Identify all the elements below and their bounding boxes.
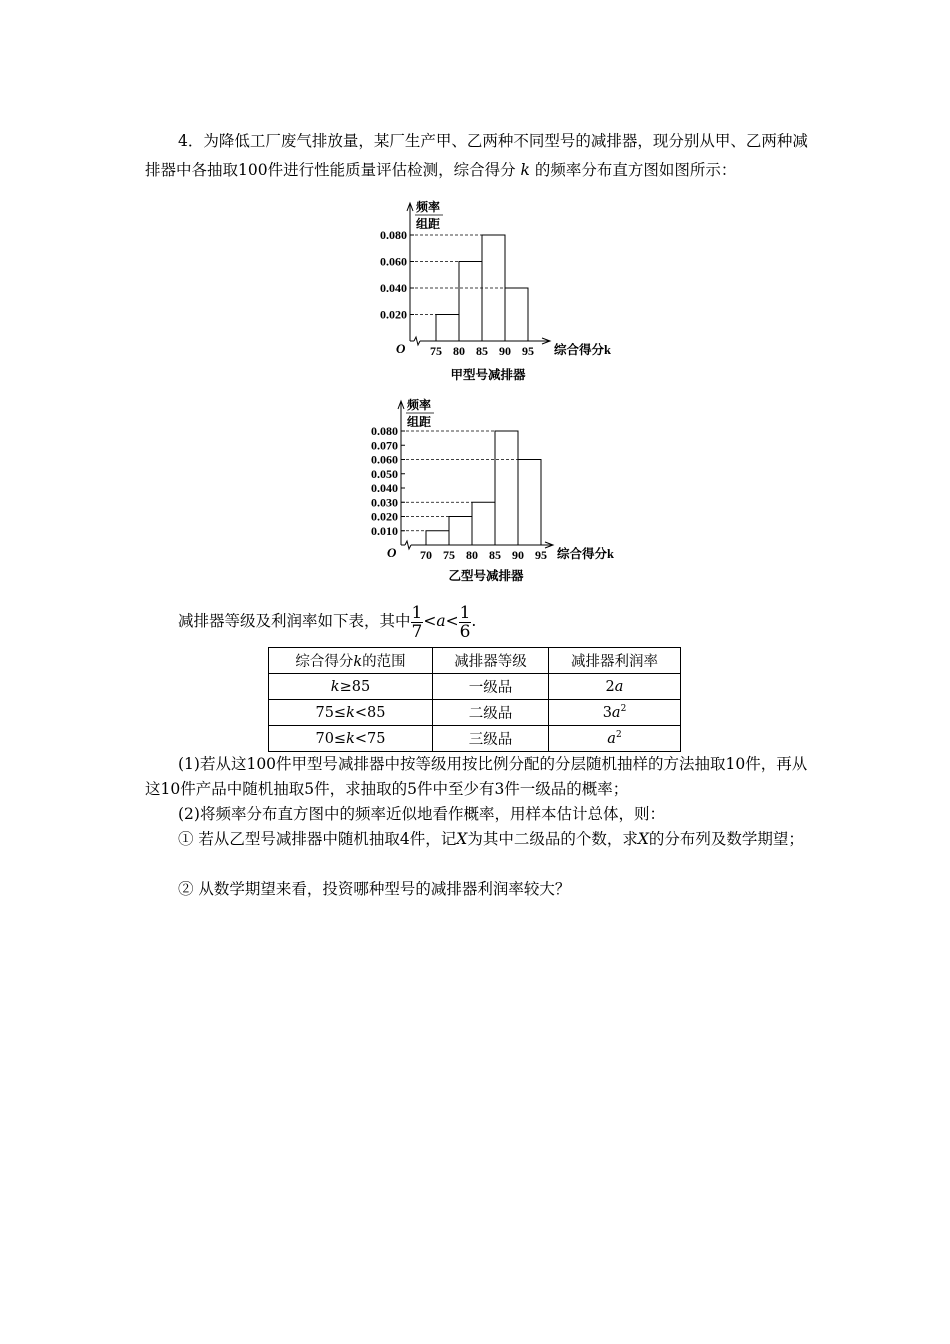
table-cell-grade: 三级品 bbox=[433, 726, 549, 752]
variable-x: X bbox=[456, 830, 468, 848]
x-axis-break bbox=[414, 337, 420, 345]
problem-intro bbox=[145, 127, 810, 185]
x-tick-label: 95 bbox=[535, 548, 547, 562]
table-row bbox=[269, 726, 681, 752]
variable-a: a bbox=[436, 612, 446, 630]
x-tick-label: 80 bbox=[453, 344, 465, 358]
table-cell-range: 70≤k<75 bbox=[269, 726, 433, 752]
y-axis-label-top: 频率 bbox=[416, 200, 441, 214]
table-cell-range: 75≤k<85 bbox=[269, 700, 433, 726]
x-tick-label: 75 bbox=[443, 548, 455, 562]
table-intro-text: 减排器等级及利润率如下表，其中 bbox=[178, 612, 411, 630]
y-tick-label: 0.060 bbox=[371, 452, 398, 467]
histogram-type-b bbox=[355, 393, 635, 589]
x-tick-label: 75 bbox=[430, 344, 442, 358]
chart-caption: 甲型号减排器 bbox=[450, 368, 526, 382]
fraction-one-sixth: $\frac{1}{6}$ bbox=[459, 602, 471, 642]
chart-caption: 乙型号减排器 bbox=[448, 569, 524, 583]
y-axis-label-bottom: 组距 bbox=[416, 217, 441, 231]
x-tick-label: 85 bbox=[476, 344, 488, 358]
histogram-bar bbox=[495, 431, 518, 545]
table-row bbox=[269, 700, 681, 726]
x-axis-label: 综合得分k bbox=[557, 547, 614, 561]
y-tick-label: 0.010 bbox=[371, 523, 398, 538]
origin-label: O bbox=[387, 545, 397, 560]
variable-x: X bbox=[637, 830, 649, 848]
table-cell-rate: $a^2$ bbox=[549, 726, 681, 752]
x-tick-label: 70 bbox=[420, 548, 432, 562]
table-cell-grade: 二级品 bbox=[433, 700, 549, 726]
histogram-bar bbox=[436, 315, 459, 342]
table-cell-rate: 2a bbox=[549, 674, 681, 700]
question-2-part-2: ② 从数学期望来看，投资哪种型号的减排器利润率较大？ bbox=[178, 880, 571, 898]
y-tick-label: 0.020 bbox=[371, 509, 398, 524]
origin-label: O bbox=[396, 341, 406, 356]
x-axis-break bbox=[405, 541, 411, 549]
x-tick-label: 80 bbox=[466, 548, 478, 562]
histogram-bar bbox=[472, 502, 495, 545]
histogram-bar bbox=[505, 288, 528, 341]
x-tick-label: 95 bbox=[522, 344, 534, 358]
table-header-range: 综合得分k的范围 bbox=[269, 648, 433, 674]
histogram-bar bbox=[459, 262, 482, 342]
table-row bbox=[269, 674, 681, 700]
table-cell-grade: 一级品 bbox=[433, 674, 549, 700]
y-tick-label: 0.050 bbox=[371, 466, 398, 481]
histogram-bar bbox=[518, 460, 541, 546]
table-header-rate: 减排器利润率 bbox=[549, 648, 681, 674]
y-tick-label: 0.040 bbox=[371, 481, 398, 495]
y-tick-label: 0.030 bbox=[371, 495, 398, 510]
y-axis-label-bottom: 组距 bbox=[407, 415, 432, 429]
y-tick-label: 0.080 bbox=[371, 424, 398, 438]
x-tick-label: 85 bbox=[489, 548, 501, 562]
intro-text-1: 4．为降低工厂废气排放量，某厂生产甲、乙两种不同型号的减排器，现分别从甲、乙两种减排器中各抽取100件进行性能质量评估检测，综合得分 bbox=[145, 132, 808, 179]
x-axis-label: 综合得分k bbox=[554, 343, 611, 357]
y-tick-label: 0.080 bbox=[380, 228, 407, 242]
histogram-bar bbox=[426, 531, 449, 545]
table-header-row bbox=[269, 648, 681, 674]
grade-profit-table bbox=[268, 647, 681, 752]
table-intro: 减排器等级及利润率如下表，其中 $\frac{1}{7}$ <a< $\frac{1}{6}$ . bbox=[178, 602, 477, 642]
table-cell-range: k≥85 bbox=[269, 674, 433, 700]
intro-variable-k: k bbox=[520, 161, 530, 179]
fraction-one-seventh: $\frac{1}{7}$ bbox=[411, 602, 423, 642]
y-axis-label-top: 频率 bbox=[407, 398, 432, 412]
question-2-part-1: ① 若从乙型号减排器中随机抽取4件，记X为其中二级品的个数，求X的分布列及数学期望； bbox=[178, 830, 804, 848]
y-tick-label: 0.070 bbox=[371, 438, 398, 453]
table-header-grade: 减排器等级 bbox=[433, 648, 549, 674]
question-1: (1)若从这100件甲型号减排器中按等级用按比例分配的分层随机抽样的方法抽取10件，再从这10件产品中随机抽取5件，求抽取的5件中至少有3件一级品的概率； bbox=[145, 755, 808, 798]
y-tick-label: 0.040 bbox=[380, 281, 407, 295]
intro-text-2: 的频率分布直方图如图所示： bbox=[534, 161, 737, 179]
table-cell-rate: $3a^2$ bbox=[549, 700, 681, 726]
y-tick-label: 0.020 bbox=[380, 307, 407, 322]
x-tick-label: 90 bbox=[499, 344, 511, 358]
histogram-bar bbox=[449, 517, 472, 546]
y-tick-label: 0.060 bbox=[380, 254, 407, 269]
x-tick-label: 90 bbox=[512, 548, 524, 562]
question-2: (2)将频率分布直方图中的频率近似地看作概率，用样本估计总体，则： bbox=[178, 805, 665, 823]
histogram-type-a bbox=[360, 195, 630, 390]
